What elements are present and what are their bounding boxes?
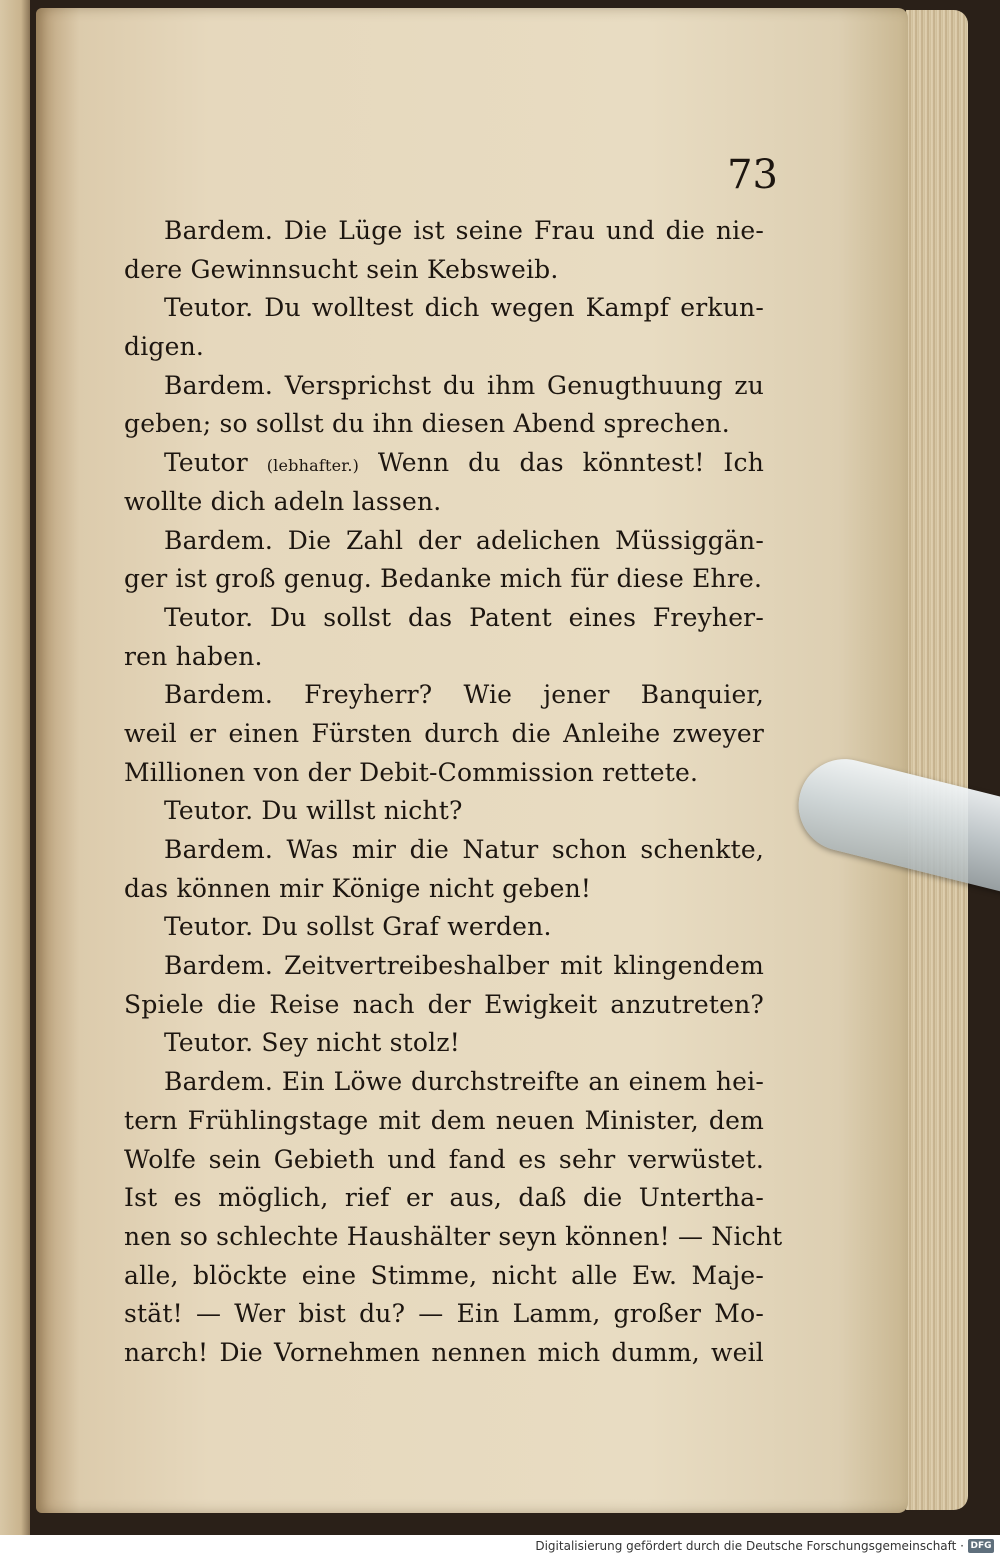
text-line: Teutor. Du wolltest dich wegen Kampf erkun- (164, 293, 764, 323)
text-line: Ist es möglich, rief er aus, daß die Untertha- (124, 1183, 764, 1213)
text-line: tern Frühlingstage mit dem neuen Minister, dem (124, 1105, 764, 1135)
text-line: Bardem. Ein Löwe durchstreifte an einem hei- (164, 1067, 764, 1097)
text-line: narch! Die Vornehmen nennen mich dumm, weil (124, 1337, 764, 1367)
text-line: stät! — Wer bist du? — Ein Lamm, großer Mo- (124, 1299, 764, 1329)
text-line: Bardem. Versprichst du ihm Genugthuung zu (164, 370, 764, 400)
page-text (124, 212, 783, 1373)
text-line: dere Gewinnsucht sein Kebsweib. (124, 254, 559, 284)
page-edges (906, 10, 968, 1510)
text-line: Bardem. Zeitvertreibeshalber mit klingendem (164, 951, 764, 981)
text-line: Wolfe sein Gebieth und fand es sehr verwüstet. (124, 1144, 764, 1174)
text-line: alle, blöckte eine Stimme, nicht alle Ew. Maje- (124, 1260, 764, 1290)
text-line: Teutor. Sey nicht stolz! (164, 1028, 460, 1058)
text-line: Teutor (lebhafter.) Wenn du das könntest! Ich (164, 448, 764, 478)
left-page-edge (0, 0, 30, 1535)
text-line: Teutor. Du sollst Graf werden. (164, 912, 552, 942)
stage-direction: (lebhafter.) (266, 456, 360, 476)
text-line: Teutor. Du willst nicht? (164, 796, 463, 826)
text-line: das können mir Könige nicht geben! (124, 873, 592, 903)
text-line: ren haben. (124, 641, 263, 671)
text-line: ger ist groß genug. Bedanke mich für diese Ehre. (124, 564, 763, 594)
footer-credit: Digitalisierung gefördert durch die Deutsche Forschungsgemeinschaft · (535, 1539, 964, 1553)
text-line: wollte dich adeln lassen. (124, 486, 442, 516)
text-line: Bardem. Die Zahl der adelichen Müssiggän- (164, 525, 764, 555)
text-line: Millionen von der Debit-Commission rettete. (124, 757, 699, 787)
text-line: digen. (124, 332, 205, 362)
text-line: weil er einen Fürsten durch die Anleihe zweyer (124, 718, 764, 748)
text-line: Teutor. Du sollst das Patent eines Freyher- (164, 602, 764, 632)
text-line: Bardem. Freyherr? Wie jener Banquier, (164, 680, 764, 710)
text-line: Bardem. Was mir die Natur schon schenkte, (164, 835, 764, 864)
dfg-logo: DFG (968, 1539, 994, 1553)
text-line: nen so schlechte Haushälter seyn können! — Nicht (124, 1221, 783, 1251)
footer (0, 1535, 1000, 1559)
text-line: Bardem. Die Lüge ist seine Frau und die nie- (164, 216, 764, 245)
text-line: geben; so sollst du ihn diesen Abend sprechen. (124, 409, 730, 439)
text-line: Spiele die Reise nach der Ewigkeit anzutreten? (124, 989, 764, 1019)
page-number: 73 (727, 152, 778, 198)
